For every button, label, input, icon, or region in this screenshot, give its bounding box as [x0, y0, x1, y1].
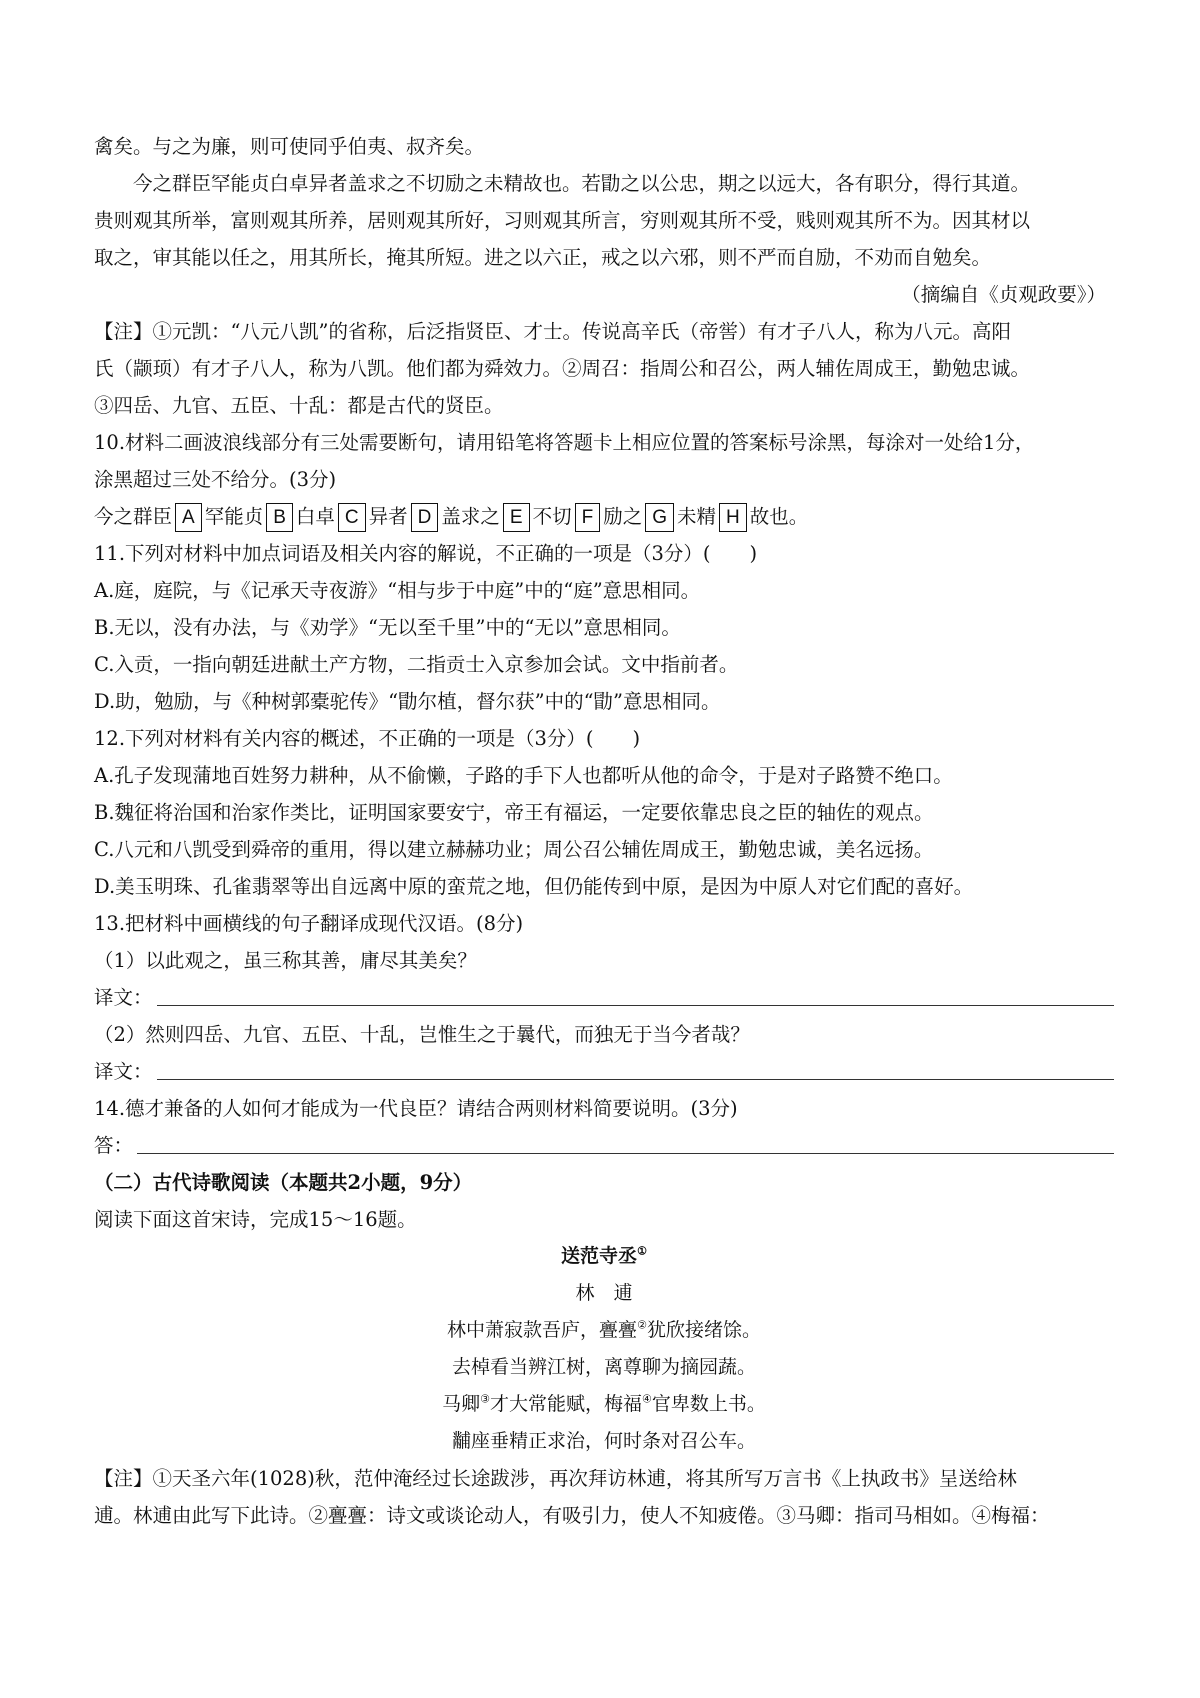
segment: 白卓	[295, 505, 335, 528]
answer-line[interactable]	[137, 1153, 1114, 1154]
footnote-mark: ④	[642, 1392, 652, 1406]
poem-text: 犹欣接绪馀。	[646, 1319, 761, 1341]
note-line: 【注】①元凯：“八元八凯”的省称，后泛指贤臣、才士。传说高辛氏（帝喾）有才子八人，称为八元。高阳	[94, 320, 1011, 343]
q12-option-a[interactable]: A.孔子发现蒲地百姓努力耕种，从不偷懒，子路的手下人也都听从他的命令，于是对子路赞不绝口。	[94, 764, 953, 787]
q12-option-b[interactable]: B.魏征将治国和治家作类比，证明国家要安宁，帝王有福运，一定要依靠忠良之臣的轴佐的观点。	[94, 801, 934, 824]
passage-line: 今之群臣罕能贞白卓异者盖求之不切励之未精故也。若勖之以公忠，期之以远大，各有职分，得行其道。	[133, 172, 1031, 195]
segment: 异者	[368, 505, 408, 528]
q10-segmented-sentence	[94, 498, 1114, 535]
answer-label: 答：	[94, 1134, 134, 1157]
footnote-mark: ②	[637, 1318, 647, 1332]
q12-option-c[interactable]: C.八元和八凯受到舜帝的重用，得以建立赫赫功业；周公召公辅佐周成王，勤勉忠诚，美名远扬。	[94, 838, 934, 861]
q13-answer-2[interactable]	[94, 1053, 1114, 1090]
answer-box-d[interactable]: D	[411, 503, 439, 532]
q13-item-2: （2）然则四岳、九官、五臣、十乱，岂惟生之于曩代，而独无于当今者哉？	[94, 1023, 750, 1046]
answer-box-a[interactable]: A	[175, 503, 202, 532]
passage-source: （摘编自《贞观政要》）	[901, 283, 1106, 306]
poem-title	[94, 1238, 1114, 1275]
answer-box-e[interactable]: E	[503, 503, 530, 532]
q10-stem: 10.材料二画波浪线部分有三处需要断句，请用铅笔将答题卡上相应位置的答案标号涂黑，每涂对一处给1分，	[94, 431, 1035, 454]
answer-box-h[interactable]: H	[719, 503, 747, 532]
q13-item-1: （1）以此观之，虽三称其善，庸尽其美矣？	[94, 949, 477, 972]
poem-line	[94, 1386, 1114, 1423]
q14-stem: 14.德才兼备的人如何才能成为一代良臣？请结合两则材料简要说明。(3分)	[94, 1097, 738, 1120]
passage-line: 禽矣。与之为廉，则可使同乎伯夷、叔齐矣。	[94, 135, 485, 158]
exam-page	[94, 128, 1114, 1534]
poem-note-line: 【注】①天圣六年(1028)秋，范仲淹经过长途跋涉，再次拜访林逋，将其所写万言书《上执政书》呈送给林	[94, 1467, 1017, 1490]
footnote-mark: ③	[480, 1392, 490, 1406]
segment: 故也。	[749, 505, 809, 528]
q12-stem: 12.下列对材料有关内容的概述，不正确的一项是（3分）( )	[94, 727, 641, 750]
q11-stem: 11.下列对材料中加点词语及相关内容的解说，不正确的一项是（3分）( )	[94, 542, 758, 565]
poem-line	[94, 1423, 1114, 1460]
passage-line: 贵则观其所举，富则观其所养，居则观其所好，习则观其所言，穷则观其所不受，贱则观其所不为。因其材以	[94, 209, 1031, 232]
segment: 不切	[532, 505, 572, 528]
answer-box-f[interactable]: F	[575, 503, 601, 532]
answer-box-c[interactable]: C	[338, 503, 366, 532]
note-line: ③四岳、九官、五臣、十乱：都是古代的贤臣。	[94, 394, 504, 417]
poem-line	[94, 1312, 1114, 1349]
answer-label: 译文：	[94, 1060, 153, 1083]
q13-stem: 13.把材料中画横线的句子翻译成现代汉语。(8分)	[94, 912, 524, 935]
q13-answer-1[interactable]	[94, 979, 1114, 1016]
answer-line[interactable]	[157, 1005, 1114, 1006]
q14-answer[interactable]	[94, 1127, 1114, 1164]
poem-author: 林 逋	[575, 1282, 633, 1304]
q11-option-a[interactable]: A.庭，庭院，与《记承天寺夜游》“相与步于中庭”中的“庭”意思相同。	[94, 579, 701, 602]
q11-option-b[interactable]: B.无以，没有办法，与《劝学》“无以至千里”中的“无以”意思相同。	[94, 616, 681, 639]
poem-title-text: 送范寺丞	[561, 1245, 638, 1267]
q12-option-d[interactable]: D.美玉明珠、孔雀翡翠等出自远离中原的蛮荒之地，但仍能传到中原，是因为中原人对它们配的喜好。	[94, 875, 974, 898]
answer-box-b[interactable]: B	[266, 503, 293, 532]
answer-label: 译文：	[94, 986, 153, 1009]
answer-box-g[interactable]: G	[645, 503, 674, 532]
q11-option-c[interactable]: C.入贡，一指向朝廷进献土产方物，二指贡士入京参加会试。文中指前者。	[94, 653, 739, 676]
segment: 罕能贞	[204, 505, 264, 528]
answer-line[interactable]	[157, 1079, 1114, 1080]
poem-text: 官卑数上书。	[651, 1393, 766, 1415]
section-heading: （二）古代诗歌阅读（本题共2小题，9分）	[94, 1171, 473, 1194]
poem-line	[94, 1349, 1114, 1386]
poem-text: 马卿	[442, 1393, 481, 1415]
note-line: 氏（颛顼）有才子八人，称为八凯。他们都为舜效力。②周召：指周公和召公，两人辅佐周成王，勤勉忠诚。	[94, 357, 1031, 380]
segment: 盖求之	[441, 505, 500, 528]
segment: 今之群臣	[94, 505, 173, 528]
segment: 未精	[677, 505, 717, 528]
poem-text: 去棹看当辨江树，离尊聊为摘园蔬。	[451, 1356, 756, 1378]
passage-line: 取之，审其能以任之，用其所长，掩其所短。进之以六正，戒之以六邪，则不严而自励，不劝而自勉矣。	[94, 246, 992, 269]
segment: 励之	[603, 505, 643, 528]
footnote-mark: ①	[637, 1244, 647, 1258]
poem-text: 才大常能赋，梅福	[489, 1393, 642, 1415]
section-intro: 阅读下面这首宋诗，完成15～16题。	[94, 1208, 417, 1231]
q10-stem: 涂黑超过三处不给分。(3分)	[94, 468, 337, 491]
poem-text: 林中萧寂款吾庐，亹亹	[447, 1319, 638, 1341]
q11-option-d[interactable]: D.助，勉励，与《种树郭橐驼传》“勖尔植，督尔获”中的“勖”意思相同。	[94, 690, 721, 713]
poem-text: 黼座垂精正求治，何时条对召公车。	[451, 1430, 756, 1452]
poem-note-line: 逋。林逋由此写下此诗。②亹亹：诗文或谈论动人，有吸引力，使人不知疲倦。③马卿：指司马相如。④梅福：	[94, 1504, 1050, 1527]
